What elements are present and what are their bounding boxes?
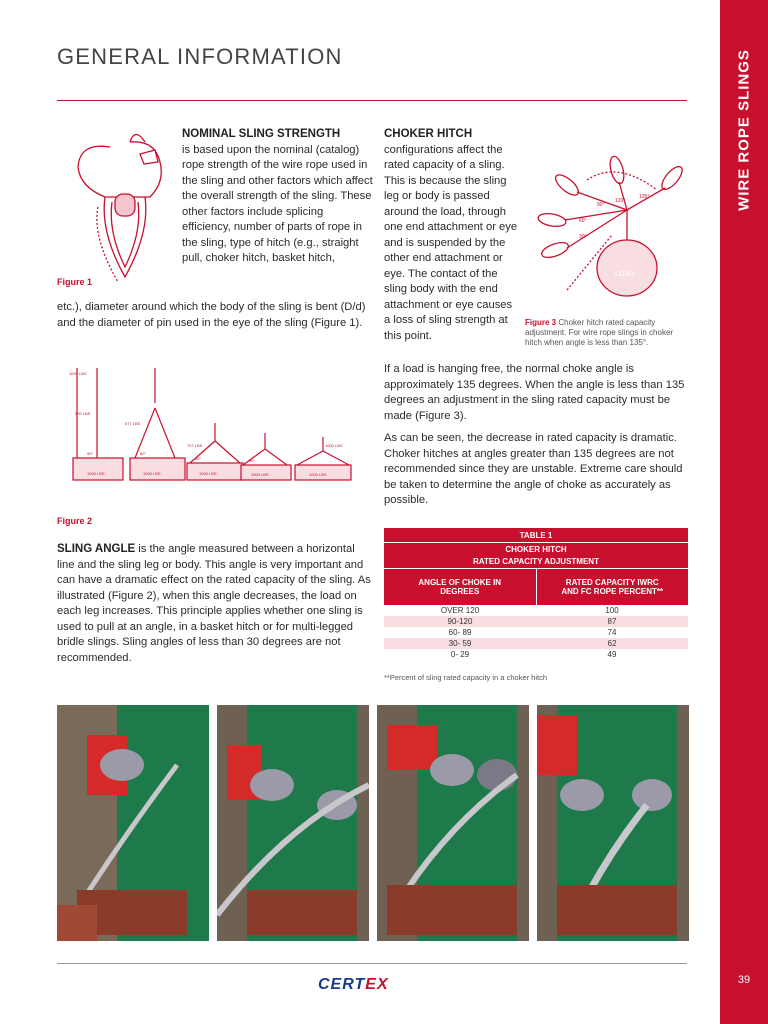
fig2-load-1: 1000 LBS xyxy=(87,471,105,476)
nominal-strength-continued: etc.), diameter around which the body of the sling is bent (D/d) and the diameter of pin used in the eye of the sling (Figure 1). xyxy=(57,301,366,329)
figure-3-choker-angle-illustration xyxy=(527,150,692,315)
figure-3-caption xyxy=(525,318,690,348)
table-row-pct: 74 xyxy=(607,628,617,637)
fig2-leg-2: 577 LBS xyxy=(125,421,141,426)
table-subtitle-1: CHOKER HITCH xyxy=(384,543,688,556)
table-row-angle: OVER 120 xyxy=(440,606,480,615)
certex-logo xyxy=(318,976,389,994)
fig2-leg-1: 500 LBS xyxy=(75,411,91,416)
nominal-strength-heading: NOMINAL SLING STRENGTH xyxy=(182,128,341,140)
table-row-pct: 49 xyxy=(607,650,617,659)
table-row-pct: 100 xyxy=(605,606,619,615)
table-row-angle: 0- 29 xyxy=(450,650,470,659)
photo-splicing-step-2 xyxy=(217,705,369,941)
fig2-angle-1: 90° xyxy=(87,451,94,456)
page-number: 39 xyxy=(737,974,751,986)
sidebar-title: WIRE ROPE SLINGS xyxy=(735,49,753,211)
fig3-angle-5: 30° xyxy=(579,234,587,240)
fig2-angle-3: 45° xyxy=(195,456,202,461)
photo-splicing-step-4 xyxy=(537,705,689,941)
fig2-angle-4: 30° xyxy=(249,458,256,463)
figure-3-caption-text: Choker hitch rated capacity adjustment. For wire rope slings in choker hitch when angle is less than 135°. xyxy=(525,318,674,347)
photo-splicing-step-3 xyxy=(377,705,529,941)
table-title: TABLE 1 xyxy=(384,528,688,543)
choke-para-2: If a load is hanging free, the normal choke angle is approximately 135 degrees. When the angle is less than 135 degrees an adjustment in the sling rated capacity must be made (Figure 3). xyxy=(384,363,685,422)
fig2-leg-4: 1000 LBS xyxy=(325,443,343,448)
choker-hitch-heading: CHOKER HITCH xyxy=(384,128,473,140)
choke-para-3: As can be seen, the decrease in rated capacity is dramatic. Choker hitches at angles greater than 135 degrees are not recommended since they are unstable. Extreme care should be taken to determine the angle of choke as accurately as possible. xyxy=(384,432,683,506)
title-rule xyxy=(57,100,687,101)
fig2-load-4: 1000 LBS xyxy=(251,472,269,477)
table-row-angle: 30- 59 xyxy=(384,638,536,649)
table-row-pct: 62 xyxy=(536,638,688,649)
table-row-pct: 87 xyxy=(536,616,688,627)
table-col-capacity-header: RATED CAPACITY IWRC AND FC ROPE PERCENT** xyxy=(536,569,688,606)
table-row-angle: 60- 89 xyxy=(448,628,472,637)
choke-angle-paragraphs xyxy=(384,362,687,516)
logo-part-b: EX xyxy=(365,976,389,993)
sling-angle-heading: SLING ANGLE xyxy=(57,543,136,555)
choker-hitch-text xyxy=(384,127,520,344)
footer-rule xyxy=(57,963,687,964)
logo-part-a: CERT xyxy=(318,976,366,993)
figure-2-label: Figure 2 xyxy=(57,516,93,526)
figure-2-sling-angle-diagram xyxy=(65,363,355,498)
fig2-top-load: 1000 LBS xyxy=(69,371,87,376)
fig3-angle-1: 135° xyxy=(639,194,650,200)
sling-angle-body: is the angle measured between a horizontal line and the sling leg or body. This angle is very important and can have a dramatic effect on the rated capacity of the sling. As illustrated (Figure 2), when this angle decreases, the load on each leg increases. This principle applies whether one sling is used to pull at an angle, in a basket hitch or for multi-legged bridle slings. Sling angles of less than 30 degrees are not recommended. xyxy=(57,543,371,664)
fig2-load-5: 1000 LBS xyxy=(309,472,327,477)
sling-angle-text xyxy=(57,542,374,666)
nominal-strength-text xyxy=(182,127,374,267)
fig3-angle-3: 90° xyxy=(597,202,605,208)
fig3-load-text: LOAD xyxy=(615,271,635,278)
fig2-load-2: 1000 LBS xyxy=(143,471,161,476)
figure-3-label: Figure 3 xyxy=(525,318,557,327)
table-subtitle-2: RATED CAPACITY ADJUSTMENT xyxy=(384,555,688,569)
photo-splicing-step-1 xyxy=(57,705,209,941)
table-row-angle: 90-120 xyxy=(384,616,536,627)
fig2-angle-2: 60° xyxy=(140,451,147,456)
table-choker-hitch-adjustment xyxy=(384,528,688,660)
nominal-strength-body: is based upon the nominal (catalog) rope strength of the wire rope used in the sling and other factors which affect the overall strength of the sling. These other factors include splicing efficiency, number of parts of rope in the sling, type of hitch (e.g., straight pull, choker hitch, basket hitch, xyxy=(182,143,373,264)
table-col-angle-header: ANGLE OF CHOKE IN DEGREES xyxy=(384,569,536,606)
table-footnote: **Percent of sling rated capacity in a choker hitch xyxy=(384,673,548,682)
figure-1-sling-eye-illustration xyxy=(70,122,180,292)
fig2-load-3: 1000 LBS xyxy=(199,471,217,476)
fig2-leg-3: 707 LBS xyxy=(187,443,203,448)
page-title: GENERAL INFORMATION xyxy=(57,44,343,69)
choker-hitch-body: configurations affect the rated capacity of a sling. This is because the sling leg or body is passed around the load, through one end attachment or eye and is suspended by the other end attachment or eye. The contact of the sling body with the end attachment or eye causes a loss of sling strength at this point. xyxy=(384,143,518,342)
fig3-angle-4: 60° xyxy=(579,218,587,224)
figure-1-label: Figure 1 xyxy=(57,277,93,287)
fig3-angle-2: 120° xyxy=(615,198,626,204)
